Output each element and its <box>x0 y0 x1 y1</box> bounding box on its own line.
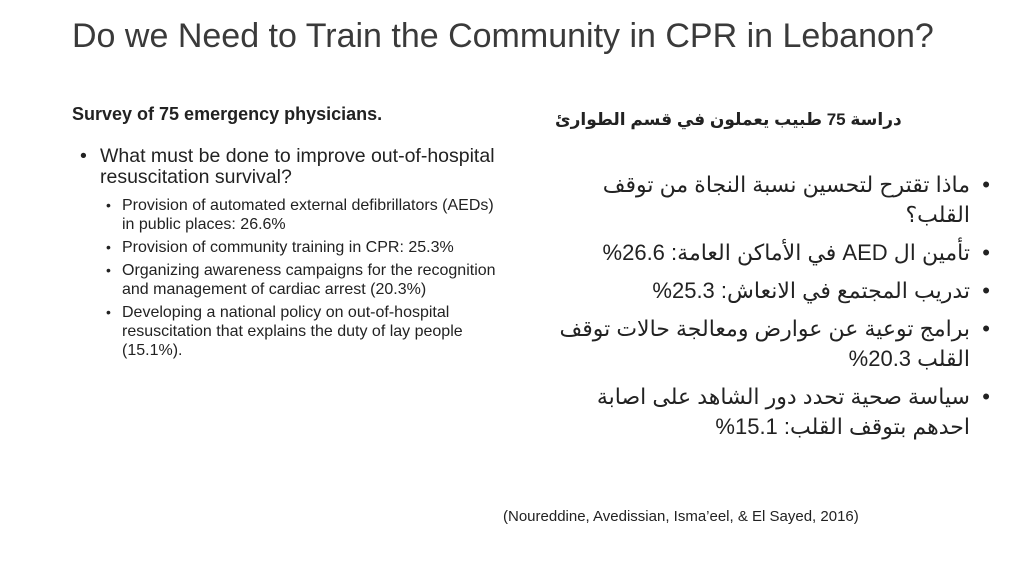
right-item: • برامج توعية عن عوارض ومعالجة حالات توقف القلب 20.3% <box>540 314 990 374</box>
left-sub-item: • Organizing awareness campaigns for the recognition and management of cardiac arrest (20.3%) <box>100 261 498 299</box>
right-item: • تأمين ال AED في الأماكن العامة: 26.6% <box>540 238 990 268</box>
right-item: • تدريب المجتمع في الانعاش: 25.3% <box>540 276 990 306</box>
left-sub-list <box>100 196 498 360</box>
left-sub-item: • Provision of automated external defibrillators (AEDs) in public places: 26.6% <box>100 196 498 234</box>
left-question-item <box>78 146 498 360</box>
left-subtitle: Survey of 75 emergency physicians. <box>72 104 383 124</box>
slide-title: Do we Need to Train the Community in CPR in Lebanon? <box>72 17 934 55</box>
left-sub-item: • Developing a national policy on out-of-hospital resuscitation that explains the duty of lay people (15.1%). <box>100 303 498 360</box>
right-item: • ماذا تقترح لتحسين نسبة النجاة من توقف القلب؟ <box>540 170 990 230</box>
left-bullet-list <box>78 146 498 364</box>
left-question-text: What must be done to improve out-of-hospital resuscitation survival? <box>100 145 495 188</box>
right-subtitle: دراسة 75 طبيب يعملون في قسم الطوارئ <box>555 110 902 129</box>
left-sub-item: • Provision of community training in CPR: 25.3% <box>100 238 498 257</box>
citation: (Noureddine, Avedissian, Isma’eel, & El Sayed, 2016) <box>503 508 859 525</box>
right-item: • سياسة صحية تحدد دور الشاهد على اصابة احدهم بتوقف القلب: 15.1% <box>540 382 990 442</box>
right-bullet-list <box>540 170 990 450</box>
